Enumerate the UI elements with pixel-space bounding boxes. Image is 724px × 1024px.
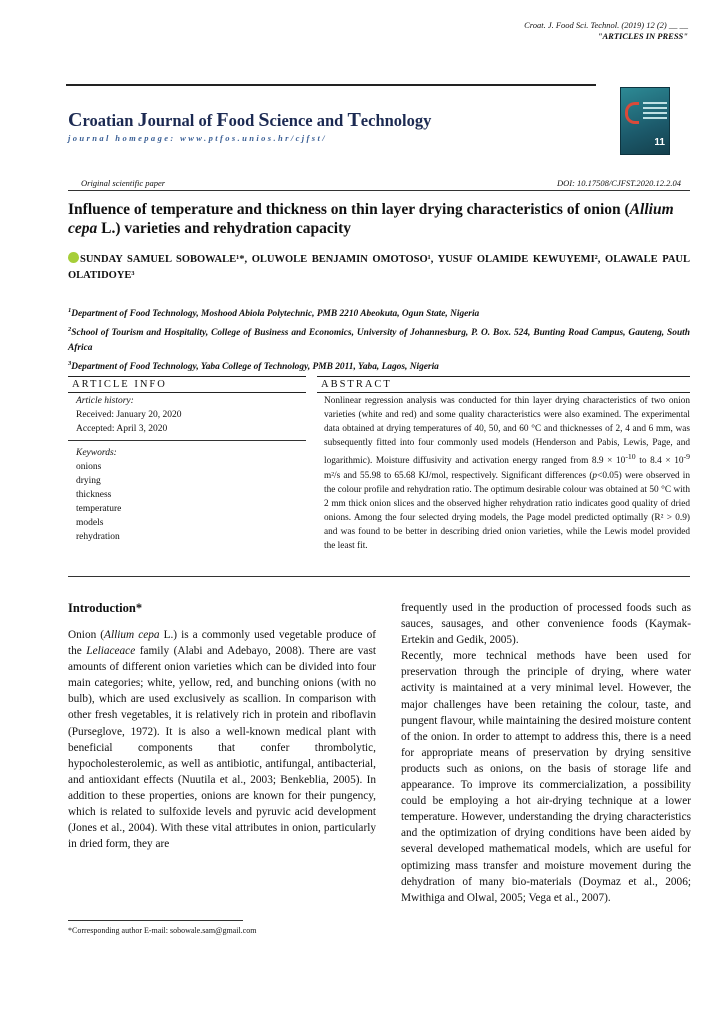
keywords-label: Keywords: bbox=[76, 448, 117, 458]
cover-logo-icon bbox=[625, 102, 639, 124]
journal-title-cap-5: T bbox=[347, 109, 361, 131]
received-date: Received: January 20, 2020 bbox=[76, 410, 182, 420]
paper-title: Influence of temperature and thickness on thin layer drying characteristics of onion (Allium cepa L.) varieties and rehydration capacity bbox=[68, 201, 674, 237]
intro-paragraph: Recently, more technical methods have been used for preservation through the principle of drying, where water activity is maintained at a very minimal level. However, the major challenges have been retaining the colour, taste, and pungent flavour, while maintaining the desired moisture content of the onion. In order to attempt to address this, there is a need for appropriate means of preservation by drying sensitive products such as onions, on the basis of storage life and appearance. To improve its commercialization, a possibility could be employing a hot air-drying technique at a lower temperature. However, understanding the drying characteristics and the optimization of drying conditions have been aided by several developed mathematical models, which are useful for optimizing mass transfer and moisture movement during the dehydration of many bio-materials (Doymaz et al., 2006; Mwithiga and Olwal, 2005; Vega et al., 2007). bbox=[401, 650, 691, 904]
history-label: Article history: bbox=[76, 396, 134, 406]
journal-title-cap-2: J bbox=[137, 109, 148, 131]
title-line-1: Influence of temperature and thickness on thin layer drying characteristics of onion bbox=[68, 201, 621, 218]
orcid-icon[interactable] bbox=[68, 252, 79, 263]
keyword-item: models bbox=[76, 518, 104, 528]
affiliation-1: $^1$Department of Food Technology, Moshood Abiola Polytechnic, PMB 2210 Abeokuta, Ogun State, Nigeria bbox=[68, 307, 480, 320]
keyword-item: rehydration bbox=[76, 532, 120, 542]
intro-left-column: Onion (Allium cepa L.) is a commonly used vegetable produce of the Leliaceace family (Alabi and Adebayo, 2008). There are vast amounts of different onion varieties which can be divided into four main categories; white, yellow, red, and bunching onions (with no bulb), which are used exclusively as scallion. In comparison with other fresh vegetables, it is relatively rich in protein and riboflavin (Purseglove, 1972). It is also a well-known medical plant with beneficial components that confer thrombolytic, hypocholesterolemic, as well as antibiotic, antifungal, antibacterial, and antioxidant effects (Nuutila et al., 2003; Benkeblia, 2005). In addition to these properties, onions are known for their pungency, which is related to sulfoxide levels and pyruvic acid development (Jones et al., 2004). With these vital attributes in onion, particularly in dried form, they are bbox=[68, 629, 376, 851]
header-rule bbox=[66, 84, 596, 86]
corresponding-author-footnote: *Corresponding author E-mail: sobowale.sam@gmail.com bbox=[68, 926, 257, 935]
running-header bbox=[524, 20, 688, 42]
doi-link[interactable]: DOI: 10.17508/CJFST.2020.12.2.04 bbox=[556, 178, 681, 188]
articles-in-press-label: "ARTICLES IN PRESS" bbox=[597, 31, 688, 41]
article-info-heading: ARTICLE INFO bbox=[68, 376, 306, 393]
article-history bbox=[76, 394, 304, 436]
keywords-rule bbox=[68, 440, 306, 441]
keyword-item: onions bbox=[76, 462, 102, 472]
journal-title-part-1: roatian bbox=[82, 111, 138, 130]
journal-homepage-link[interactable]: journal homepage: www.ptfos.unios.hr/cjfst/ bbox=[68, 133, 327, 143]
author-names: SUNDAY SAMUEL SOBOWALE¹*, OLUWOLE BENJAMIN OMOTOSO¹, YUSUF OLAMIDE KEWUYEMI², OLAWALE PAUL OLATIDOYE³ bbox=[68, 254, 690, 281]
citation-line: Croat. J. Food Sci. Technol. (2019) 12 (2) __ __ bbox=[524, 20, 688, 30]
affiliation-3: $^3$Department of Food Technology, Yaba College of Technology, PMB 2011, Yaba, Lagos, Nigeria bbox=[68, 360, 439, 373]
keywords-block bbox=[76, 446, 304, 544]
journal-title-part-3: ood bbox=[228, 111, 259, 130]
journal-cover-image bbox=[620, 87, 670, 155]
paper-type: Original scientific paper bbox=[81, 178, 166, 188]
journal-title-part-5: echnology bbox=[360, 111, 432, 130]
title-line-2: L.) varieties and rehydration capacity bbox=[97, 220, 351, 237]
journal-title-cap-1: C bbox=[68, 109, 83, 131]
cover-text-lines bbox=[643, 102, 667, 122]
keyword-item: thickness bbox=[76, 490, 112, 500]
accepted-date: Accepted: April 3, 2020 bbox=[76, 424, 168, 434]
footnote-rule bbox=[68, 920, 243, 921]
journal-title bbox=[68, 109, 431, 132]
abstract-rule bbox=[68, 576, 690, 577]
cover-issue-number: 11 bbox=[654, 137, 665, 148]
affiliations bbox=[68, 303, 690, 375]
journal-title-part-4: cience and bbox=[269, 111, 348, 130]
journal-title-cap-3: F bbox=[216, 109, 229, 131]
author-list bbox=[68, 252, 690, 284]
journal-title-part-2: ournal of bbox=[147, 111, 217, 130]
keyword-item: temperature bbox=[76, 504, 122, 514]
intro-paragraph: frequently used in the production of processed foods such as sauces, sausages, and other convenience foods (Kaymak-Ertekin and Gedik, 2005). bbox=[401, 602, 691, 647]
intro-right-column bbox=[401, 600, 691, 906]
abstract-heading: ABSTRACT bbox=[317, 376, 690, 393]
keyword-item: drying bbox=[76, 476, 101, 486]
journal-title-cap-4: S bbox=[258, 109, 270, 131]
title-species: Allium cepa bbox=[68, 201, 674, 237]
title-rule bbox=[68, 190, 690, 191]
affiliation-2: $^2$School of Tourism and Hospitality, College of Business and Economics, University of Johannesburg, P. O. Box. 524, Bunting Road Campus, Gauteng, South Africa bbox=[68, 326, 690, 354]
introduction-heading: Introduction* bbox=[68, 601, 143, 615]
abstract-text: Nonlinear regression analysis was conducted for thin layer drying characteristics of two onion varieties (white and red) and some quality characteristics were also examined. The experimental data obtained at drying temperatures of 40, 50, and 60 °C and thicknesses of 2, 4 and 6 mm, was subsequently fitted into four commonly used models (Henderson and Pabis, Lewis, Page, and logarithmic). Moisture diffusivity and activation energy ranged from $8.9 \times 10^{-10}$ to $8.4 \times 10^{-9}$ m²/s and 55.98 to 65.68 KJ/mol, respectively. Significant differences (p<0.05) were observed in the colour profile and rehydration ratio. The optimum desirable colour was obtained at 50 °C with 2 mm thick onion slices and the observed higher rehydration ratio indicates good quality of dried onions. Among the four selected drying models, the Page model predicted optimally (R² > 0.9) and was found to be better in describing dried onion varieties, while the Lewis model provided the least fit. bbox=[324, 396, 690, 552]
